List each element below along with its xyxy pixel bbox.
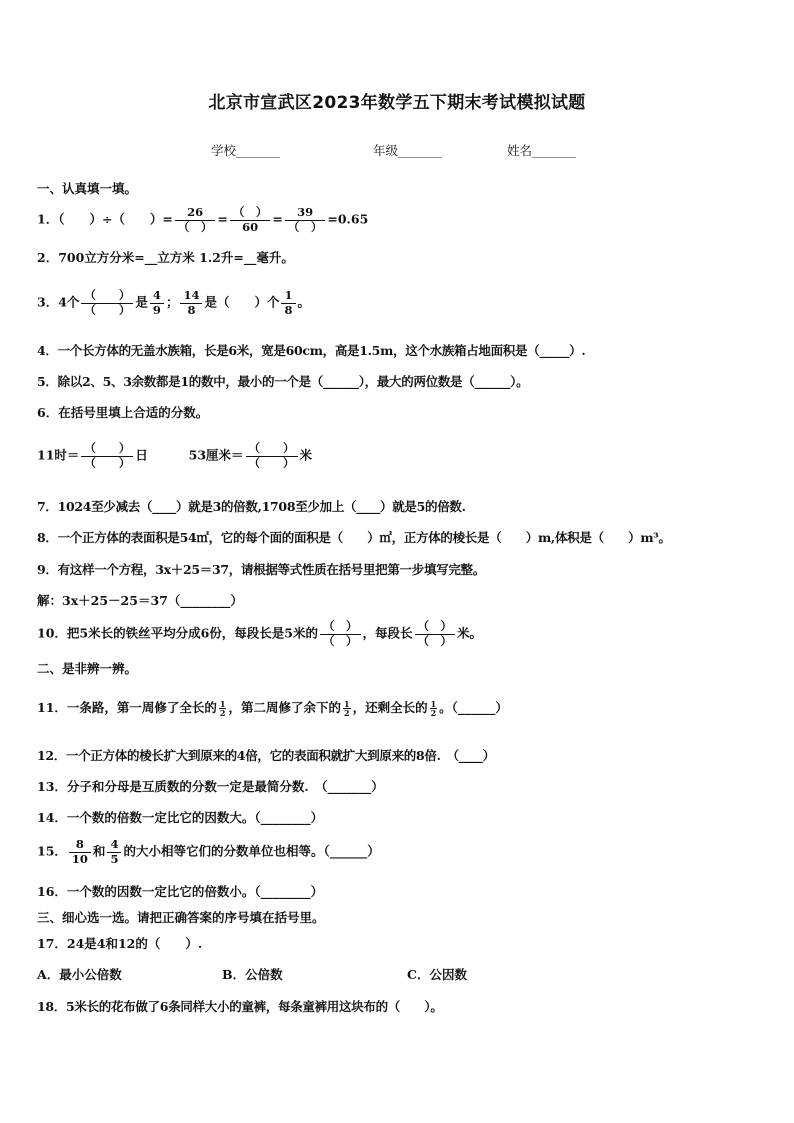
question-13: 13．分子和分母是互质数的分数一定是最简分数. （_______） xyxy=(37,779,384,794)
denominator[interactable]: （ ） xyxy=(84,455,131,470)
question-text: 53厘米＝ xyxy=(188,447,244,463)
denominator: 2 xyxy=(430,708,437,718)
question-2: 2．700立方分米=__立方米 1.2升=__毫升。 xyxy=(37,250,294,265)
fraction xyxy=(150,289,164,317)
question-text: ，第二周修了余下的 xyxy=(228,700,341,715)
fraction xyxy=(180,289,202,317)
section-heading-1: 一、认真填一填。 xyxy=(37,181,138,196)
question-text: ； xyxy=(165,294,179,310)
fraction xyxy=(320,620,361,648)
question-12: 12．一个正方体的棱长扩大到原来的4倍，它的表面积就扩大到原来的8倍. （____） xyxy=(37,748,495,763)
fraction xyxy=(430,700,438,717)
question-text: 米 xyxy=(299,447,313,463)
school-field[interactable]: 学校_______ xyxy=(211,143,280,158)
question-10 xyxy=(37,620,482,648)
question-6: 6．在括号里填上合适的分数。 xyxy=(37,405,209,420)
numerator: 1 xyxy=(344,699,350,709)
page-title: 北京市宣武区2023年数学五下期末考试模拟试题 xyxy=(208,93,586,113)
equals-sign: = xyxy=(217,211,228,227)
denominator: 60 xyxy=(242,219,259,234)
question-text: 是 xyxy=(135,294,148,310)
fraction xyxy=(281,289,295,317)
fraction xyxy=(219,700,227,717)
fraction xyxy=(285,206,326,234)
fraction xyxy=(69,838,91,866)
question-number: 1． xyxy=(37,211,59,227)
fraction xyxy=(107,838,121,866)
question-9: 9．有这样一个方程，3x＋25＝37，请根据等式性质在括号里把第一步填写完整。 xyxy=(37,562,485,577)
denominator[interactable]: （ ） xyxy=(323,633,358,648)
question-text: ，还剩全长的 xyxy=(352,700,428,715)
numerator[interactable]: （ ） xyxy=(232,205,268,219)
option-c[interactable]: C．公因数 xyxy=(407,967,467,982)
denominator: 2 xyxy=(219,708,226,718)
question-6-items xyxy=(37,442,312,470)
question-text: 米。 xyxy=(457,625,483,641)
question-text: 日 xyxy=(135,447,148,463)
question-7: 7．1024至少减去（____）就是3的倍数,1708至少加上（____）就是5的倍数. xyxy=(37,499,466,514)
section-heading-2: 二、是非辨一辨。 xyxy=(37,661,138,676)
denominator: 8 xyxy=(187,302,196,317)
question-5: 5．除以2、5、3余数都是1的数中，最小的一个是（______），最大的两位数是（______）。 xyxy=(37,374,529,389)
denominator[interactable]: （ ） xyxy=(417,633,453,648)
question-4: 4．一个长方体的无盖水族箱，长是6米，宽是60cm，高是1.5m，这个水族箱占地面积是（_____）. xyxy=(37,343,586,358)
fraction xyxy=(175,206,216,234)
numerator[interactable]: （ ） xyxy=(248,441,295,455)
numerator[interactable]: （ ） xyxy=(323,619,358,633)
question-18: 18．5米长的花布做了6条同样大小的童裤，每条童裤用这块布的（ ）。 xyxy=(37,999,443,1014)
denominator: 8 xyxy=(284,302,293,317)
numerator: 14 xyxy=(183,288,200,302)
numerator[interactable]: （ ） xyxy=(417,619,453,633)
question-text: 3．4个 xyxy=(37,294,80,310)
question-1 xyxy=(37,206,368,234)
question-text: ，每段长 xyxy=(362,625,413,641)
question-text: 。（______） xyxy=(439,700,508,715)
question-text: （ ）÷（ ）= xyxy=(58,211,173,227)
question-9-answer[interactable]: 解：3x＋25－25＝37（________） xyxy=(37,593,243,608)
denominator: 9 xyxy=(152,302,161,317)
fraction xyxy=(246,442,298,470)
denominator[interactable]: （ ） xyxy=(248,455,295,470)
denominator[interactable]: （ ） xyxy=(84,302,131,317)
question-text: 是（ ）个 xyxy=(204,294,280,310)
question-text: 。 xyxy=(297,294,311,310)
fraction xyxy=(230,206,271,234)
numerator[interactable]: （ ） xyxy=(84,288,131,302)
question-text: 11时＝ xyxy=(37,447,80,463)
numerator: 4 xyxy=(110,837,119,851)
question-number: 15． xyxy=(37,843,67,859)
denominator: 2 xyxy=(344,708,350,718)
question-17: 17．24是4和12的（ ）. xyxy=(37,936,203,951)
numerator[interactable]: （ ） xyxy=(84,441,131,455)
denominator: 10 xyxy=(71,851,88,866)
name-field[interactable]: 姓名_______ xyxy=(507,143,576,158)
question-text: 11．一条路，第一周修了全长的 xyxy=(37,700,217,715)
numerator: 1 xyxy=(284,288,293,302)
numerator: 4 xyxy=(152,288,161,302)
numerator: 8 xyxy=(75,837,84,851)
question-14: 14．一个数的倍数一定比它的因数大。（________） xyxy=(37,810,324,825)
question-3 xyxy=(37,289,310,317)
numerator: 1 xyxy=(430,699,437,709)
question-15 xyxy=(37,838,380,866)
numerator: 1 xyxy=(219,699,226,709)
question-text: =0.65 xyxy=(327,211,369,227)
question-text: 10．把5米长的铁丝平均分成6份，每段长是5米的 xyxy=(37,625,318,641)
numerator: 39 xyxy=(297,205,314,219)
question-11 xyxy=(37,700,508,717)
option-a[interactable]: A．最小公倍数 xyxy=(37,967,122,982)
section-heading-3: 三、细心选一选。请把正确答案的序号填在括号里。 xyxy=(37,910,325,925)
numerator: 26 xyxy=(187,205,204,219)
equals-sign: = xyxy=(272,211,283,227)
grade-field[interactable]: 年级_______ xyxy=(373,143,442,158)
question-16: 16．一个数的因数一定比它的倍数小。（________） xyxy=(37,884,324,899)
denominator[interactable]: （ ） xyxy=(177,219,213,234)
denominator: 5 xyxy=(110,851,119,866)
option-b[interactable]: B．公倍数 xyxy=(222,967,283,982)
question-8: 8．一个正方体的表面积是54㎡，它的每个面的面积是（ ）㎡，正方体的棱长是（ ）m,体积是（ ）m³。 xyxy=(37,530,671,545)
question-text: 的大小相等它们的分数单位也相等。（______） xyxy=(123,843,380,859)
question-text: 和 xyxy=(92,843,106,859)
fraction xyxy=(81,442,133,470)
denominator[interactable]: （ ） xyxy=(287,219,323,234)
fraction xyxy=(415,620,456,648)
fraction xyxy=(343,700,351,717)
fraction xyxy=(81,289,133,317)
